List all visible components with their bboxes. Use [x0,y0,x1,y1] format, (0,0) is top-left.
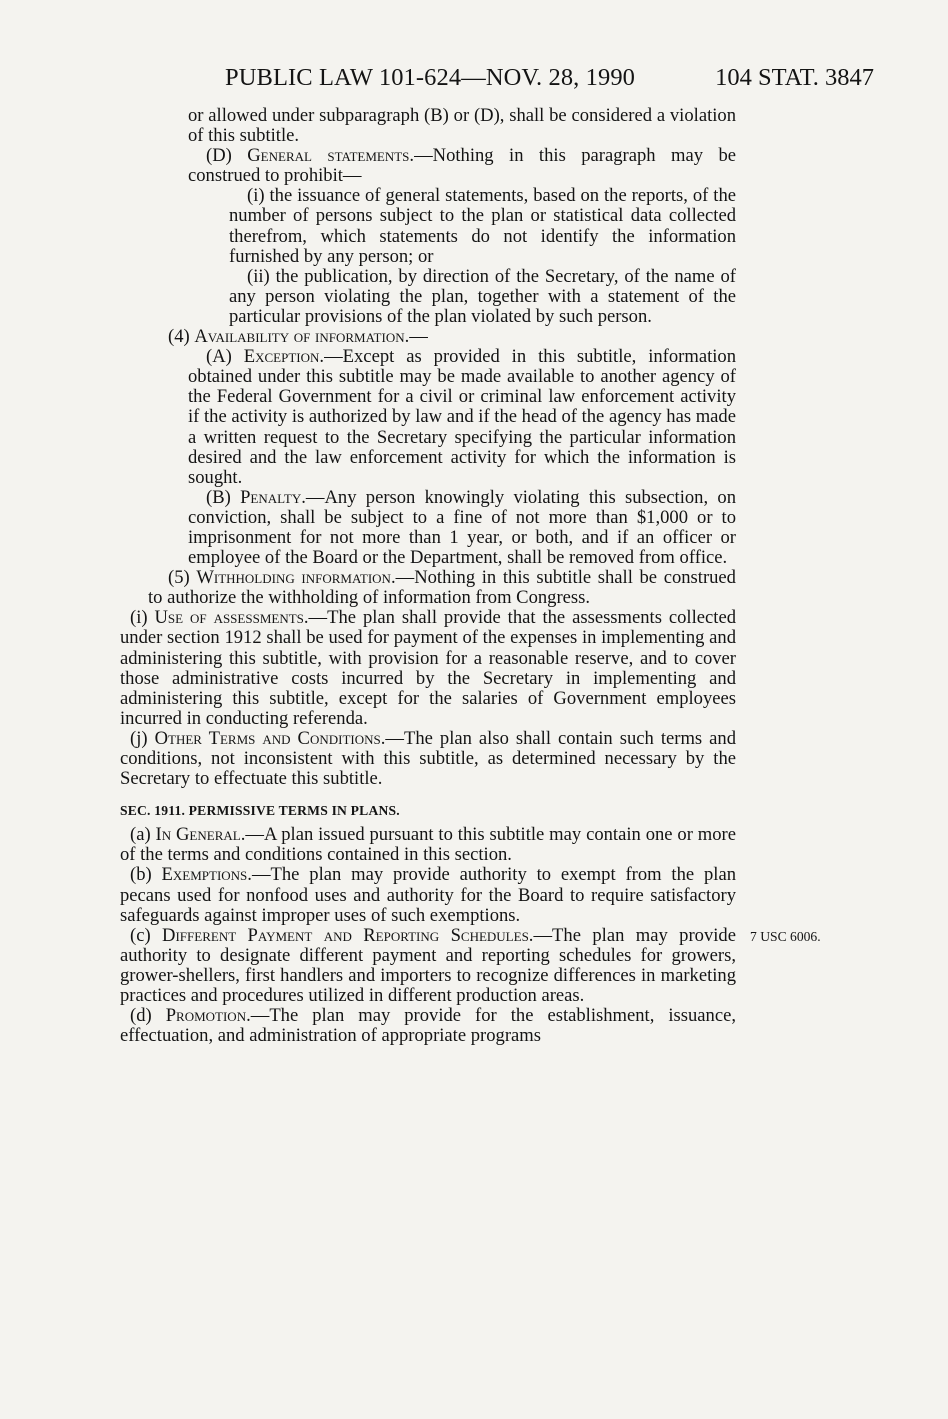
subparagraph-B-label: (B) [206,486,231,508]
subsection-c-text: —The plan may provide authority to designate different payment and reporting schedules for growers, grower-shellers, first handlers and importers to recognize differences in marketing practices and procedures utilized in different production areas. [120,924,736,1007]
subsection-a [120,825,736,865]
subsection-d-label: (d) [130,1005,152,1027]
clause-ii: (ii) the publication, by direction of the Secretary, of the name of any person violating the plan, together with a statement of the particular provisions of the plan violated by such person. [229,265,736,327]
subparagraph-B-heading: Penalty. [240,486,306,508]
paragraph-D [120,146,736,186]
header-title: PUBLIC LAW 101-624—NOV. 28, 1990 [225,64,636,91]
paragraph-4 [120,327,736,347]
paragraph-5 [120,568,736,608]
subparagraph-A-heading: Exception. [243,346,325,368]
subsection-b-text: —The plan may provide authority to exempt from the plan pecans used for nonfood uses and authority for the Board to require satisfactory safeguards against improper uses of such exemptions. [120,864,736,926]
subsection-b-label: (b) [130,864,152,886]
paragraph-5-label: (5) [168,567,190,589]
subsection-c-label: (c) [130,924,151,946]
subsection-j-label: (j) [130,727,148,749]
subparagraph-A-text: —Except as provided in this subtitle, information obtained under this subtitle may be made available to another agency of the Federal Government for a civil or criminal law enforcement activity if the activity is authorized by law and if the head of the agency has made a written request to the Secretary specifying the particular information desired and the law enforcement activity for which the information is sought. [188,346,737,488]
subsection-a-text: —A plan issued pursuant to this subtitle may contain one or more of the terms and conditions contained in this section. [120,824,737,866]
subsection-j-text: —The plan also shall contain such terms and conditions, not inconsistent with this subtitle, as determined necessary by the Secretary to effectuate this subtitle. [120,727,736,790]
subsection-d-heading: Promotion. [165,1005,251,1027]
subsection-j [120,729,736,789]
body-text [120,106,736,1046]
subsection-i-heading: Use of assessments. [154,607,309,629]
subparagraph-B-text: —Any person knowingly violating this subsection, on conviction, shall be subject to a fine of not more than $1,000 or to imprisonment for not more than 1 year, or both, and if an officer or employee of the Board or the Department, shall be removed from office. [188,486,736,569]
paragraph-D-heading: General statements. [247,145,415,167]
subsection-i-label: (i) [130,607,148,629]
header-stat-page: 104 STAT. 3847 [715,64,874,91]
subparagraph-A-label: (A) [206,346,232,368]
page-header [0,64,948,100]
subparagraph-B [120,488,736,568]
paragraph-4-heading: Availability of information. [194,326,410,348]
subsection-d [120,1006,736,1046]
margin-citation: 7 USC 6006. [750,929,821,944]
subsection-c [120,926,736,1006]
paragraph-4-text: — [409,326,428,348]
subsection-a-heading: In General. [155,824,246,846]
subsection-c-heading: Different Payment and Reporting Schedules. [162,924,534,946]
paragraph-4-label: (4) [168,326,190,348]
paragraph-continuation: or allowed under subparagraph (B) or (D), shall be considered a violation of this subtitle. [188,105,736,147]
section-heading: SEC. 1911. PERMISSIVE TERMS IN PLANS. [120,803,400,819]
paragraph-D-label: (D) [206,145,232,167]
subsection-i [120,608,736,729]
subparagraph-A [120,347,736,488]
subsection-d-text: —The plan may provide for the establishment, issuance, effectuation, and administration of appropriate programs [120,1005,736,1047]
clause-i: (i) the issuance of general statements, based on the reports, of the number of persons subject to the plan or statistical data collected therefrom, which statements do not identify the information furnished by any person; or [229,185,736,267]
subsection-a-label: (a) [130,824,151,846]
subsection-b-heading: Exemptions. [161,864,252,886]
paragraph-5-heading: Withholding information. [196,567,396,589]
paragraph-D-text: —Nothing in this paragraph may be construed to prohibit— [188,145,736,187]
subsection-i-text: —The plan shall provide that the assessments collected under section 1912 shall be used for payment of the expenses in implementing and administering this subtitle, with provision for a reasonable reserve, and to cover those administrative costs incurred by the Secretary in implementing and administering this subtitle, except for the salaries of Government employees incurred in conducting referenda. [120,607,736,729]
subsection-j-heading: Other Terms and Conditions. [154,727,386,749]
paragraph-5-text: —Nothing in this subtitle shall be construed to authorize the withholding of information from Congress. [148,567,736,609]
subsection-b [120,865,736,925]
